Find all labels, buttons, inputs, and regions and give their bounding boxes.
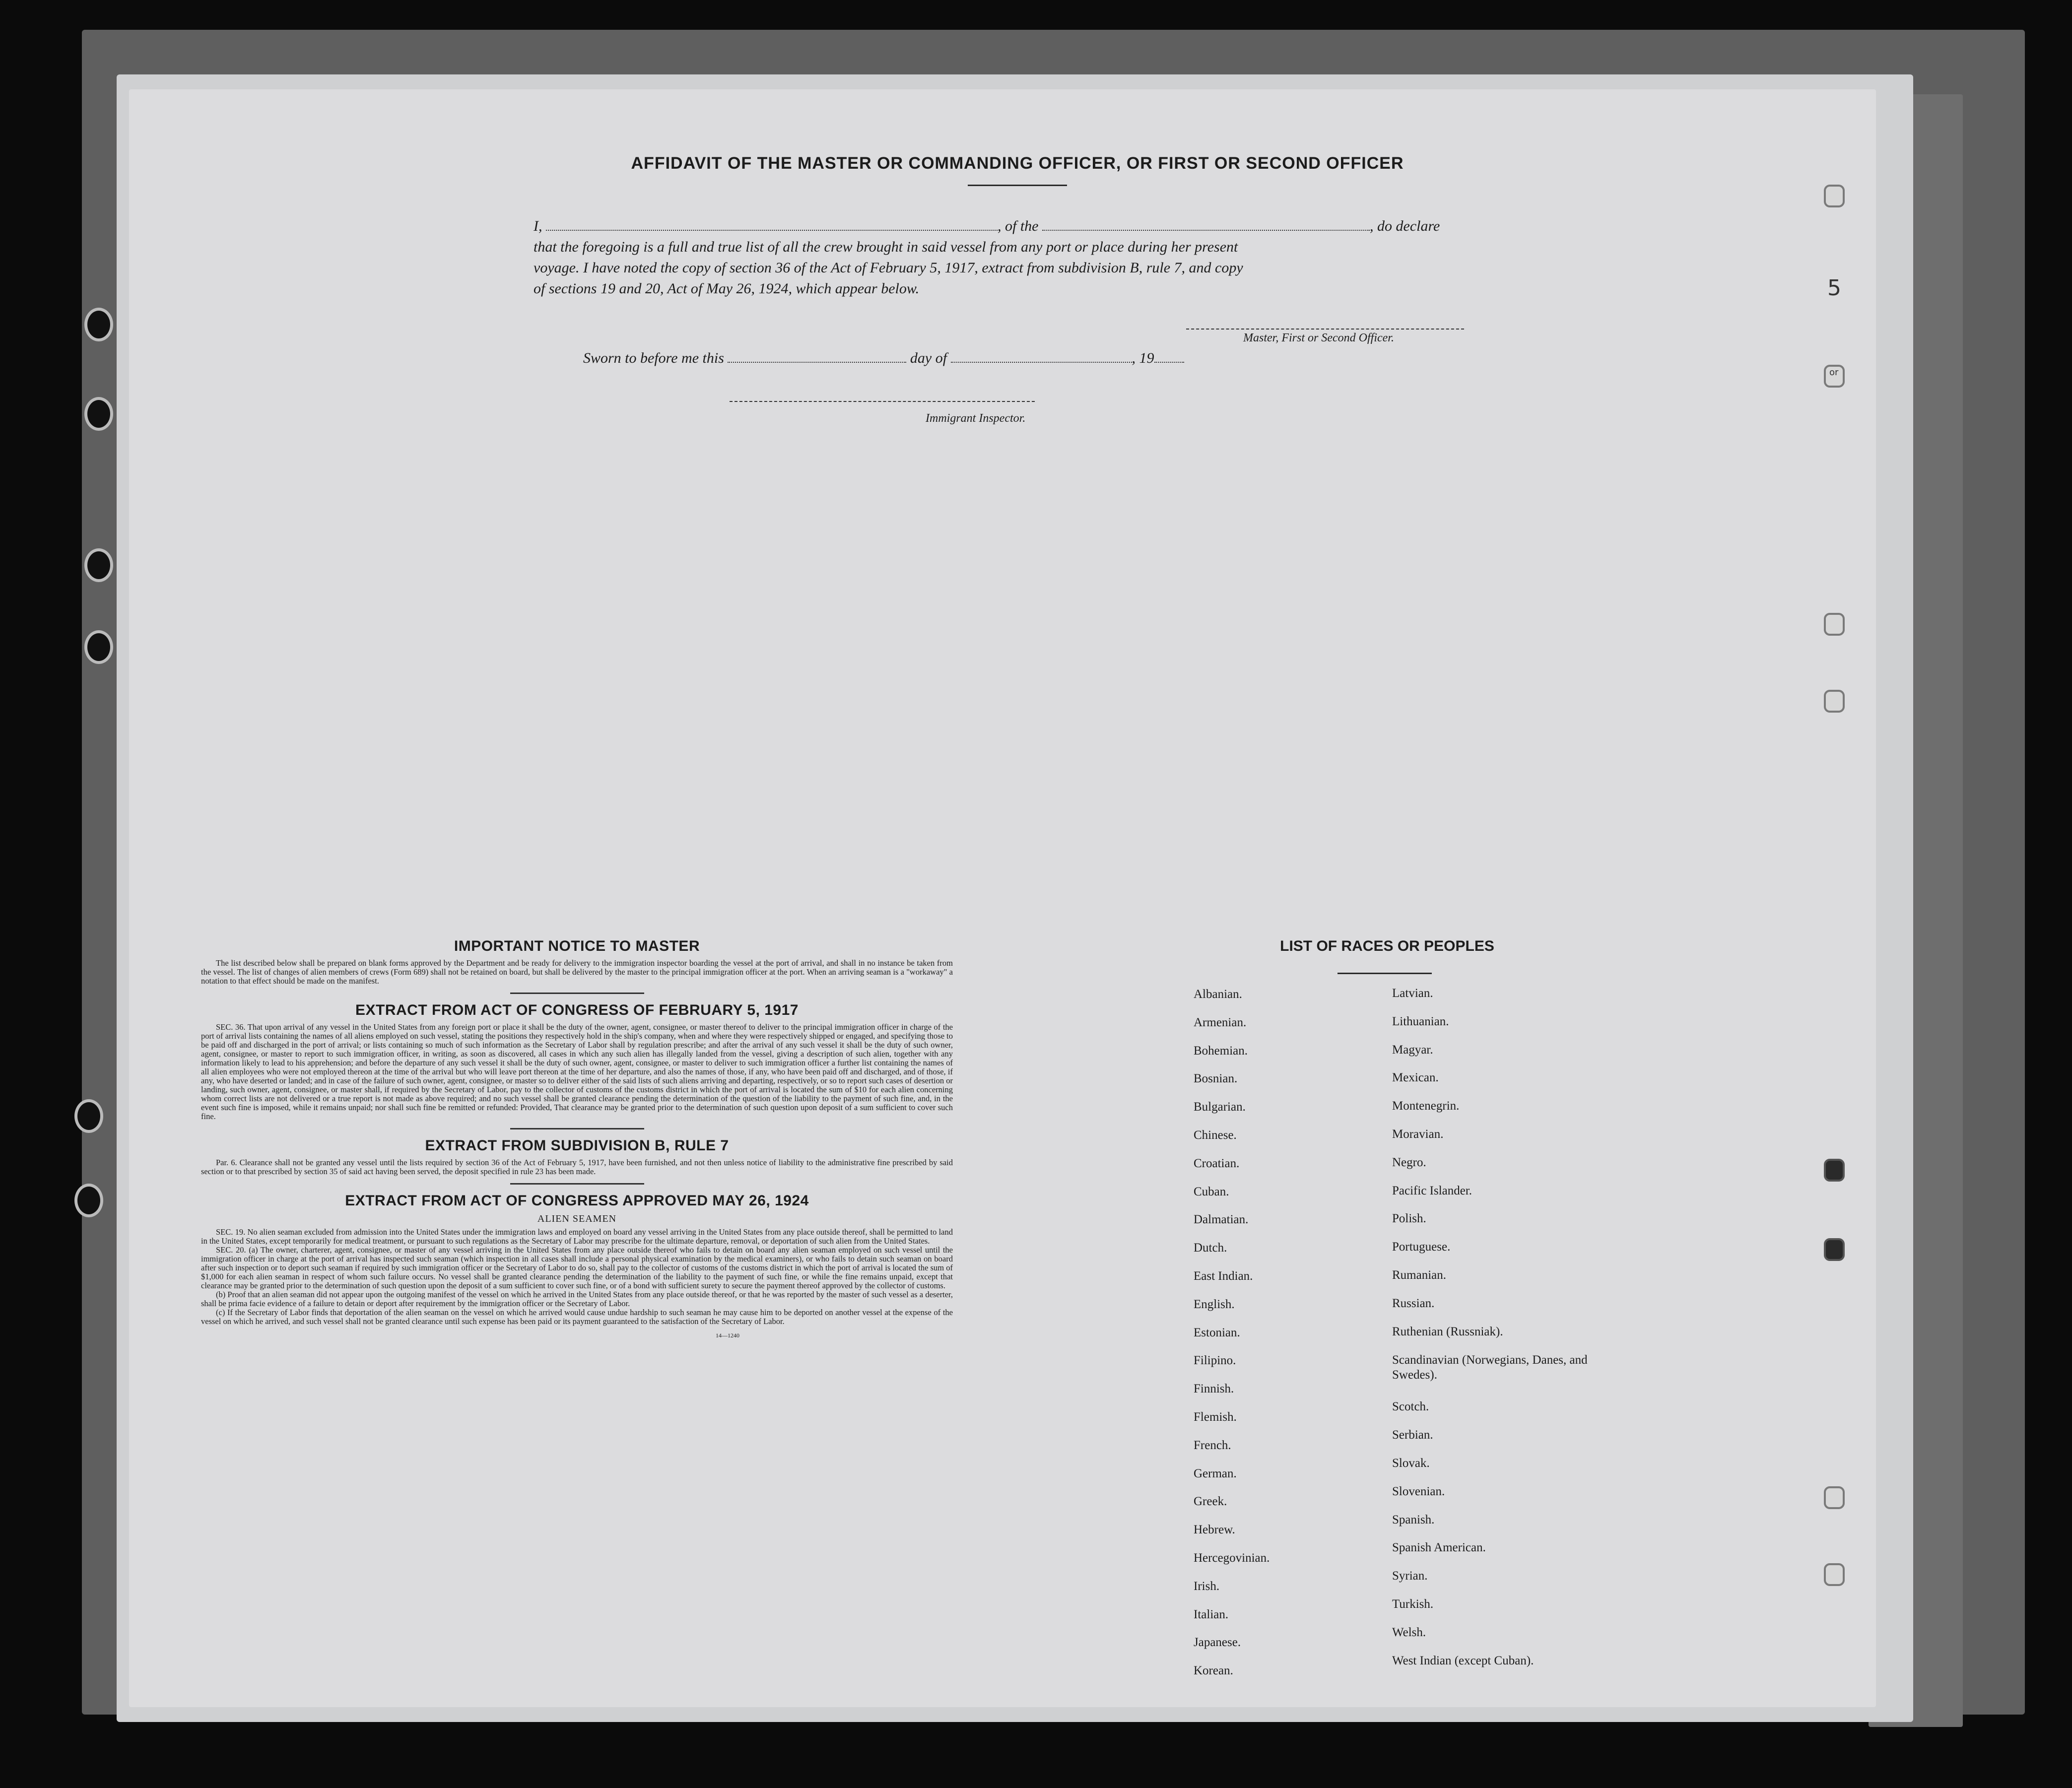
race-item: Bulgarian.	[1194, 1100, 1246, 1114]
extract2-body: Par. 6. Clearance shall not be granted any vessel until the lists required by section 36 of the Act of February 5, 1917, have been furnished, and not then unless notice of liability to the administrative fine prescribed by said section or to that prescribed by section 35 of said act having been served, the deposit specified in rule 23 has been made.	[201, 1158, 953, 1176]
race-item: Magyar.	[1392, 1043, 1433, 1057]
binding-hole	[74, 1184, 103, 1217]
punch-hole	[1824, 185, 1845, 207]
extract3-title: EXTRACT FROM ACT OF CONGRESS APPROVED MAY 26, 1924	[345, 1192, 809, 1209]
declaration-do-declare: , do declare	[1370, 218, 1440, 234]
sworn-start: Sworn to before me this	[583, 350, 724, 366]
manifest-page	[129, 89, 1876, 1707]
extract1-title: EXTRACT FROM ACT OF CONGRESS OF FEBRUARY 5, 1917	[355, 1002, 799, 1018]
race-item: Turkish.	[1392, 1597, 1434, 1611]
race-item: Dalmatian.	[1194, 1213, 1249, 1227]
race-item: Slovenian.	[1392, 1484, 1445, 1498]
race-item: Albanian.	[1194, 988, 1242, 1001]
declaration-line: that the foregoing is a full and true list of all the crew brought in said vessel from any port or place during her present	[534, 239, 1238, 255]
races-title: LIST OF RACES OR PEOPLES	[1280, 938, 1494, 954]
race-item: Mexican.	[1392, 1071, 1439, 1085]
race-item: Flemish.	[1194, 1410, 1237, 1424]
notice-body: The list described below shall be prepared on blank forms approved by the Department and be ready for delivery to the immigration inspector boarding the vessel at the port of arrival, and shall in no instance be taken from the vessel. The list of changes of alien members of crews (Form 689) shall not be retained on board, but shall be delivered by the master to the principal immigration officer at the port. When an arriving seaman is a "workaway" a notation to that effect should be made on the manifest.	[201, 958, 953, 986]
race-item: Slovak.	[1392, 1457, 1430, 1470]
race-item: Dutch.	[1194, 1241, 1227, 1255]
sec19-body: SEC. 19. No alien seaman excluded from admission into the United States under the immigration laws and employed on board any vessel arriving in the United States from any place outside thereof, shall be permitted to land in the United States, except temporarily for medical treatment, or pursuant to such regulations as the Secretary of Labor may prescribe for the ultimate departure, removal, or deportation of such alien from the United States.	[201, 1227, 953, 1246]
race-item: Hercegovinian.	[1194, 1551, 1270, 1565]
race-item: English.	[1194, 1297, 1235, 1311]
affidavit-title: AFFIDAVIT OF THE MASTER OR COMMANDING OFFICER, OR FIRST OR SECOND OFFICER	[631, 154, 1404, 173]
race-item: Bosnian.	[1194, 1072, 1238, 1086]
race-item: Filipino.	[1194, 1354, 1236, 1368]
sworn-year: , 19	[1132, 350, 1154, 366]
race-item: East Indian.	[1194, 1269, 1253, 1283]
race-item: Serbian.	[1392, 1428, 1433, 1442]
punch-hole	[1824, 1238, 1845, 1261]
race-item: Hebrew.	[1194, 1523, 1235, 1537]
binding-hole	[84, 397, 113, 431]
race-item: Montenegrin.	[1392, 1099, 1460, 1113]
punch-hole	[1824, 1563, 1845, 1586]
extract3-subtitle: ALIEN SEAMEN	[537, 1213, 617, 1224]
race-item: German.	[1194, 1466, 1237, 1480]
binding-hole	[74, 1099, 103, 1133]
race-item: Bohemian.	[1194, 1044, 1248, 1058]
extract2-title: EXTRACT FROM SUBDIVISION B, RULE 7	[425, 1137, 729, 1154]
race-item: Spanish.	[1392, 1513, 1435, 1526]
section-divider	[510, 993, 644, 994]
affidavit-declaration	[534, 216, 1501, 299]
race-item: Lithuanian.	[1392, 1014, 1449, 1028]
race-item: Greek.	[1194, 1495, 1227, 1509]
punch-hole	[1824, 1486, 1845, 1509]
declaration-line: voyage. I have noted the copy of section 36 of the Act of February 5, 1917, extract from subdivision B, rule 7, and copy	[534, 260, 1243, 276]
sworn-day-blank	[728, 350, 906, 363]
race-item: Croatian.	[1194, 1156, 1240, 1170]
race-item: Russian.	[1392, 1296, 1435, 1310]
punch-hole	[1824, 1159, 1845, 1182]
sworn-year-blank	[1154, 350, 1184, 363]
race-item: Moravian.	[1392, 1127, 1444, 1141]
race-item: Rumanian.	[1392, 1268, 1447, 1282]
race-item: Negro.	[1392, 1155, 1426, 1169]
title-divider	[968, 185, 1067, 186]
race-item: Cuban.	[1194, 1185, 1229, 1198]
inspector-signature-line	[730, 401, 1035, 402]
extract1-body: SEC. 36. That upon arrival of any vessel in the United States from any foreign port or place it shall be the duty of the owner, agent, consignee, or master thereof to deliver to the principal immigration officer in charge of the port of arrival lists containing the names of all aliens employed on such vessel, stating the positions they respectively hold in the ship's company, when and where they were respectively shipped or engaged, and specifying those to be paid off and discharged in the port of arrival; or lists containing so much of such information as the Secretary of Labor shall by regulation prescribe; and after the arrival of any such vessel it shall be the duty of such owner, agent, consignee, or master to report to such immigration officer, in writing, as soon as discovered, all cases in which any such alien has illegally landed from the vessel, giving a description of such alien, together with any information likely to lead to his apprehension; and before the departure of any such vessel it shall be the duty of such owner, agent, consignee, or master to deliver to such immigration officer a further list containing the names of all alien employees who were not employed thereon at the time of the arrival but who will leave port thereon at the time of her departure, and also the names of those, if any, who have been paid off and discharged, and of those, if any, who have deserted or landed; and in case of the failure of such owner, agent, consignee, or master so to deliver either of the said lists of such aliens arriving and departing, respectively, or so to report such cases of desertion or landing, such owner, agent, consignee, or master shall, if required by the Secretary of Labor, pay to the collector of customs of the customs district in which the port of arrival is located the sum of $10 for each alien concerning whom correct lists are not delivered or a true report is not made as above required; and no such vessel shall be granted clearance pending the determination of the question of the liability to the payment of such fine, and, in the event such fine is imposed, while it remains unpaid; nor shall such fine be remitted or refunded: Provided, That clearance may be granted prior to the determination of such question upon deposit of a sum sufficient to cover such fine.	[201, 1022, 953, 1121]
race-item: Irish.	[1194, 1579, 1220, 1593]
binding-hole	[84, 630, 113, 664]
declaration-line: of sections 19 and 20, Act of May 26, 1924, which appear below.	[534, 280, 920, 297]
race-item: Chinese.	[1194, 1128, 1237, 1142]
race-item: West Indian (except Cuban).	[1392, 1654, 1534, 1667]
race-item: Ruthenian (Russniak).	[1392, 1324, 1503, 1338]
form-number: 14—1240	[716, 1332, 739, 1339]
race-item: Polish.	[1392, 1212, 1426, 1226]
page-number: 5	[1827, 275, 1841, 301]
punch-hole	[1824, 613, 1845, 636]
race-item: Korean.	[1194, 1664, 1233, 1678]
race-item: Spanish American.	[1392, 1541, 1486, 1555]
inspector-label: Immigrant Inspector.	[926, 412, 1026, 425]
race-item: Scandinavian (Norwegians, Danes, and Swedes).	[1392, 1353, 1588, 1382]
race-item: Welsh.	[1392, 1625, 1426, 1639]
race-item: Pacific Islander.	[1392, 1184, 1472, 1197]
declaration-of-the: , of the	[998, 218, 1039, 234]
notice-title: IMPORTANT NOTICE TO MASTER	[454, 938, 700, 954]
race-item: Portuguese.	[1392, 1240, 1451, 1254]
binding-hole	[84, 548, 113, 582]
sworn-line	[583, 350, 1184, 367]
declaration-i: I,	[534, 218, 542, 234]
binding-hole	[84, 308, 113, 341]
section-divider	[510, 1128, 644, 1129]
race-item: Italian.	[1194, 1607, 1229, 1621]
race-item: French.	[1194, 1438, 1231, 1452]
sec20b-body: (b) Proof that an alien seaman did not appear upon the outgoing manifest of the vessel on which he arrived in the United States from any place outside thereof, or that he was reported by the master of such vessel as a deserter, shall be prima facie evidence of a failure to detain or deport after requirement by the immigration officer or the Secretary of Labor.	[201, 1290, 953, 1308]
races-divider	[1337, 973, 1432, 974]
sec20c-body: (c) If the Secretary of Labor finds that deportation of the alien seaman on the vessel on which he arrived would cause undue hardship to such seaman he may cause him to be deported on another vessel at the expense of the vessel on which he arrived, and such vessel shall not be granted clearance until such expense has been paid or its payment guaranteed to the satisfaction of the Secretary of Labor.	[201, 1308, 953, 1326]
race-item: Estonian.	[1194, 1325, 1240, 1339]
race-item: Syrian.	[1392, 1569, 1428, 1583]
section-divider	[510, 1183, 644, 1185]
master-signature-label: Master, First or Second Officer.	[1243, 331, 1394, 344]
race-item: Latvian.	[1392, 987, 1433, 1000]
officer-name-blank	[546, 217, 998, 231]
margin-annotation: or	[1829, 367, 1839, 378]
notice-section	[201, 938, 953, 1339]
sworn-day-of: day of	[910, 350, 947, 366]
race-item: Scotch.	[1392, 1400, 1429, 1414]
race-item: Armenian.	[1194, 1015, 1247, 1029]
sworn-month-blank	[951, 350, 1132, 363]
sec20a-body: SEC. 20. (a) The owner, charterer, agent, consignee, or master of any vessel arriving in the United States from any place outside thereof who fails to detain on board any alien seaman employed on such vessel until the immigration officer in charge at the port of arrival has inspected such seaman (which inspection in all cases shall include a personal physical examination by the medical examiners), or who fails to detain such seaman on board after such inspection or to deport such seaman if required by such immigration officer or the Secretary of Labor to do so, shall pay to the collector of customs of the customs district in which the port of arrival is located the sum of $1,000 for each alien seaman in respect of whom such failure occurs. No vessel shall be granted clearance pending the determination of the liability to the payment of such fine, or while the fine remains unpaid, except that clearance may be granted prior to the determination of such question upon the deposit of a sum sufficient to cover such fine, or of a bond with sufficient surety to secure the payment thereof approved by the collector of customs.	[201, 1245, 953, 1290]
race-item: Finnish.	[1194, 1382, 1234, 1396]
vessel-name-blank	[1042, 217, 1370, 231]
punch-hole	[1824, 690, 1845, 713]
master-signature-line	[1186, 329, 1464, 330]
race-item: Japanese.	[1194, 1636, 1241, 1650]
